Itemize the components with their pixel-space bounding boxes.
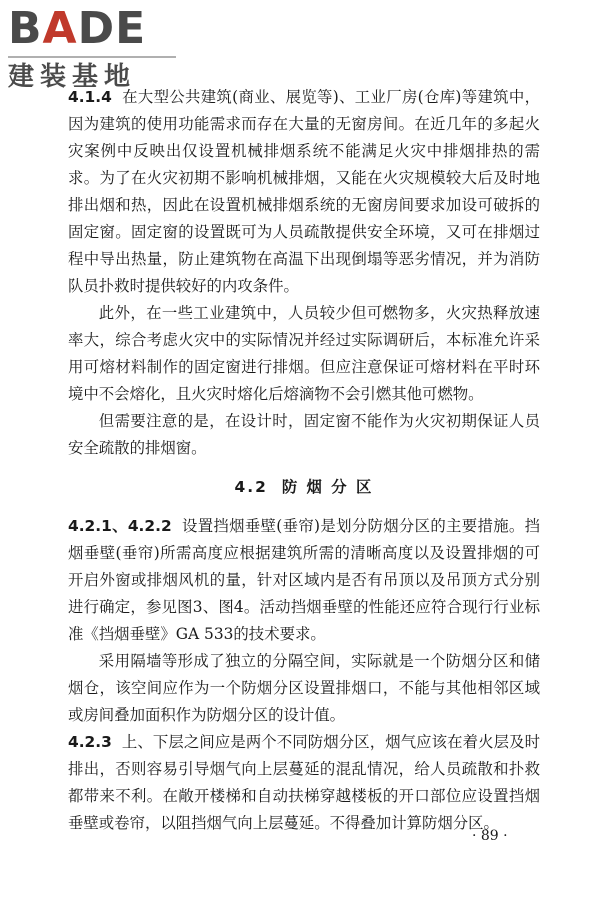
document-body <box>68 84 540 837</box>
clause-number: 4.2.3 <box>68 733 112 751</box>
paragraph-text: 在大型公共建筑(商业、展览等)、工业厂房(仓库)等建筑中，因为建筑的使用功能需求而存在大量的无窗房间。在近几年的多起火灾案例中反映出仅设置机械排烟系统不能满足火灾中排烟排热的需求。为了在火灾初期不影响机械排烟，又能在火灾规模较大后及时地排出烟和热，因此在设置机械排烟系统的无窗房间要求加设可破拆的固定窗。固定窗的设置既可为人员疏散提供安全环境，又可在排烟过程中导出热量，防止建筑物在高温下出现倒塌等恶劣情况，并为消防队员扑救时提供较好的内攻条件。 <box>68 88 540 295</box>
clause-number: 4.2.1、4.2.2 <box>68 517 172 535</box>
paragraph-4-2-1 <box>68 513 540 648</box>
section-heading <box>68 474 540 501</box>
clause-number: 4.1.4 <box>68 88 112 106</box>
paragraph-4-1-4 <box>68 84 540 300</box>
paragraph-4-2-3 <box>68 729 540 837</box>
paragraph-partition: 采用隔墙等形成了独立的分隔空间，实际就是一个防烟分区和储烟仓，该空间应作为一个防烟分区设置排烟口，不能与其他相邻区域或房间叠加面积作为防烟分区的设计值。 <box>68 652 540 724</box>
paragraph-fusible-windows: 此外，在一些工业建筑中，人员较少但可燃物多，火灾热释放速率大，综合考虑火灾中的实际情况并经过实际调研后，本标准允许采用可熔材料制作的固定窗进行排烟。但应注意保证可熔材料在平时环境中不会熔化，且火灾时熔化后熔滴物不会引燃其他可燃物。 <box>68 304 540 403</box>
page-number: · 89 · <box>472 828 508 844</box>
paragraph-text: 上、下层之间应是两个不同防烟分区，烟气应该在着火层及时排出，否则容易引导烟气向上层蔓延的混乱情况，给人员疏散和扑救都带来不利。在敞开楼梯和自动扶梯穿越楼板的开口部位应设置挡烟垂壁或卷帘，以阻挡烟气向上层蔓延。不得叠加计算防烟分区。 <box>68 733 540 832</box>
paragraph-design-note: 但需要注意的是，在设计时，固定窗不能作为火灾初期保证人员安全疏散的排烟窗。 <box>68 412 540 457</box>
section-title: 防 烟 分 区 <box>281 478 374 496</box>
logo-divider <box>8 56 176 58</box>
logo-letters: BADE <box>8 3 147 54</box>
bade-logo <box>8 3 178 92</box>
section-number: 4.2 <box>234 478 268 496</box>
paragraph-text: 设置挡烟垂壁(垂帘)是划分防烟分区的主要措施。挡烟垂壁(垂帘)所需高度应根据建筑所需的清晰高度以及设置排烟的可开启外窗或排烟风机的量，针对区域内是否有吊顶以及吊顶方式分别进行确定，参见图3、图4。活动挡烟垂壁的性能还应符合现行行业标准《挡烟垂壁》GA 533的技术要求。 <box>68 517 541 643</box>
logo-chinese-text: 建装基地 <box>8 62 137 92</box>
